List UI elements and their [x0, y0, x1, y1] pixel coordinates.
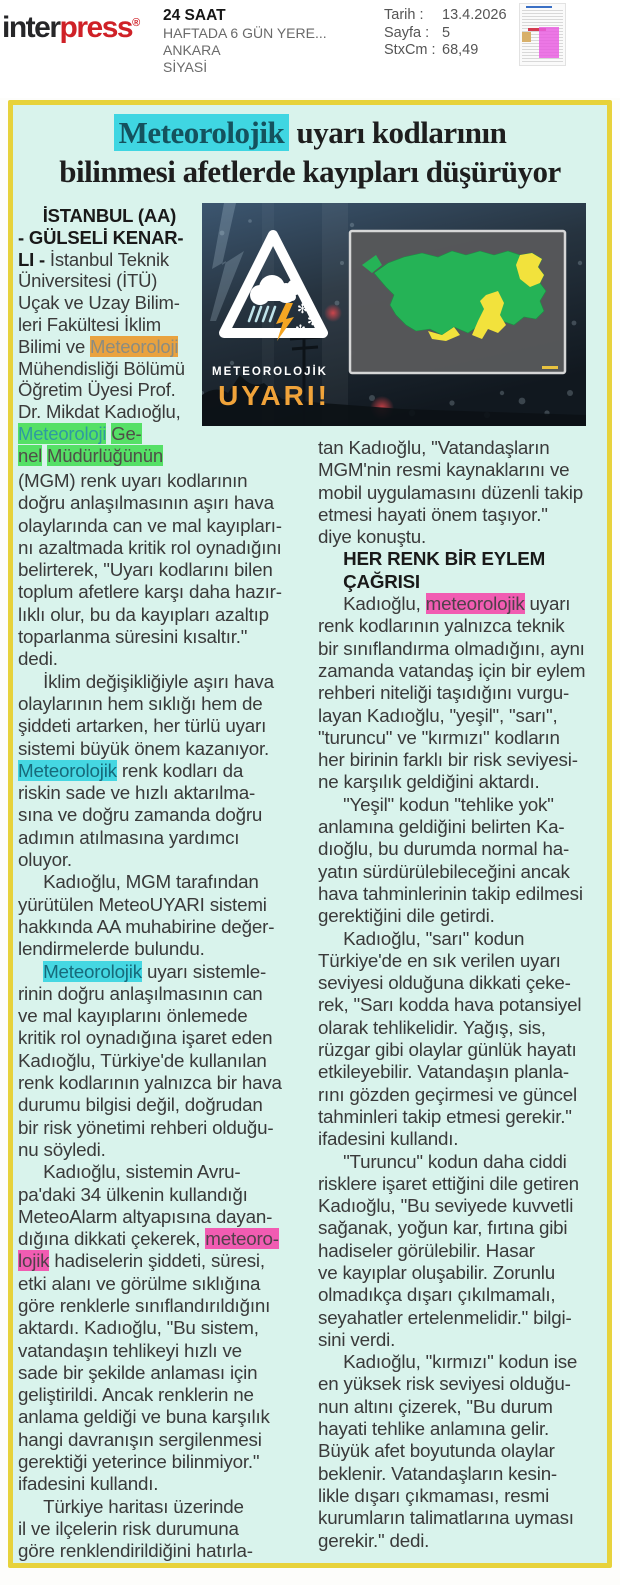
text-line [18, 671, 315, 693]
text-segment: LI - [18, 248, 50, 270]
text-segment: tahminleri takip etmesi gerekir." [318, 1105, 572, 1127]
text-segment: aktardı. Kadıoğlu, "Bu sistem, [18, 1317, 259, 1339]
text-line [318, 794, 602, 816]
text-segment: anlama geldiği ve buna karşılık [18, 1406, 270, 1428]
text-segment: Kadıoğlu, Türkiye'de kullanılan [18, 1049, 267, 1071]
text-line [318, 1173, 602, 1195]
text-line [318, 593, 602, 615]
text-line [318, 1151, 602, 1173]
text-segment: "Yeşil" kodun "tehlike yok" [318, 793, 554, 815]
highlighted-keyword: meteorolojik [425, 593, 525, 615]
text-line [318, 482, 602, 504]
meta-value: 68,49 [442, 42, 479, 58]
text-line [318, 771, 602, 793]
text-segment: nun altını çizerek, "Bu durum [318, 1395, 553, 1417]
text-segment: hadiseler görülebilir. Hasar [318, 1239, 535, 1261]
text-segment: etkileyebilir. Vatandaşın planla- [318, 1061, 569, 1083]
meta-row [384, 42, 507, 60]
text-segment: HER RENK BİR EYLEM [343, 548, 546, 570]
text-segment: lendirmelerde bulundu. [18, 938, 205, 960]
text-line [318, 571, 602, 593]
text-line [18, 1050, 315, 1072]
text-line [18, 1473, 315, 1495]
text-line [18, 1273, 315, 1295]
article-clipping [8, 100, 612, 1568]
meta-value: 5 [442, 24, 451, 41]
text-segment: adımın atılmasına yardımcı [18, 826, 240, 848]
text-line [18, 537, 315, 559]
text-line [18, 515, 315, 537]
text-segment: MGM'nin resmi kaynaklarını ve [318, 459, 570, 481]
text-segment: Mühendisliği Bölümü [18, 357, 185, 379]
text-segment: toparlanma süresini kısaltır." [18, 626, 248, 648]
highlighted-keyword: nel [18, 444, 43, 466]
text-line [318, 749, 602, 771]
text-segment: renk kodlarının yalnızca bir hava [18, 1072, 282, 1094]
text-line [18, 1094, 315, 1116]
text-line [13, 113, 607, 152]
publication-frequency: HAFTADA 6 GÜN YERE... [163, 25, 327, 41]
text-line [18, 423, 202, 445]
text-segment: İstanbul Teknik [49, 248, 169, 270]
text-segment: ÇAĞRISI [343, 570, 420, 592]
text-segment: Meteorolojik [114, 114, 290, 151]
text-line [318, 950, 602, 972]
text-segment: Bilimi ve [18, 335, 91, 357]
text-segment: dıoğlu, bu durumda normal ha- [318, 838, 570, 860]
text-segment: hangi davranışın sergilenmesi [18, 1428, 262, 1450]
article-column-left [18, 470, 315, 1563]
text-segment: geliştirildi. Ancak renklerin ne [18, 1384, 254, 1406]
text-line [18, 1540, 315, 1562]
text-line [318, 861, 602, 883]
text-segment: en yüksek risk seviyesi olduğu- [318, 1373, 571, 1395]
highlighted-keyword: Meteorolojik [18, 759, 117, 781]
text-segment: hava tahminlerinin takip edilmesi [318, 882, 583, 904]
text-segment: likle dışarı çıkmaması, resmi [318, 1484, 550, 1506]
text-segment: ve kayıplar oluşabilir. Zorunlu [318, 1261, 556, 1283]
text-segment: bir risk yönetimi rehberi olduğu- [18, 1116, 274, 1138]
text-line [18, 270, 202, 292]
text-line [18, 401, 202, 423]
text-segment: layan Kadıoğlu, "yeşil", "sarı", [318, 704, 558, 726]
text-segment: sini verdi. [318, 1328, 396, 1350]
text-line [318, 504, 602, 526]
svg-text:✻: ✻ [297, 302, 308, 317]
text-segment: toplum afetlere karşı daha hazır- [18, 581, 282, 603]
text-segment: sade bir şekilde anlaması için [18, 1361, 258, 1383]
text-segment: rehberi niteliği taşıdığını vurgu- [318, 682, 570, 704]
text-line [318, 615, 602, 637]
text-segment: rek, "Sarı kodda hava potansiyel [318, 994, 582, 1016]
registered-mark: ® [132, 17, 141, 29]
text-segment: Kadıoğlu, "kırmızı" kodun ise [318, 1351, 578, 1373]
text-segment: il ve ilçelerin risk durumuna [18, 1517, 239, 1539]
text-line [18, 1496, 315, 1518]
text-line [318, 1530, 602, 1552]
text-segment: uyarı [524, 593, 571, 615]
text-line [18, 1005, 315, 1027]
text-segment: oluyor. [18, 849, 72, 871]
text-segment: göre renklerle sınıflandırıldığını [18, 1294, 271, 1316]
highlighted-keyword: Meteorolojik [43, 960, 142, 982]
text-line [18, 1317, 315, 1339]
text-line [18, 804, 315, 826]
text-line [18, 715, 315, 737]
text-line [18, 1184, 315, 1206]
text-line [18, 738, 315, 760]
text-line [18, 827, 315, 849]
text-line [318, 1061, 602, 1083]
text-line [18, 358, 202, 380]
text-segment: tan Kadıoğlu, "Vatandaşların [318, 437, 550, 458]
text-line [18, 314, 202, 336]
text-segment: dığına dikkati çekerek, [18, 1228, 206, 1250]
text-line [318, 682, 602, 704]
meta-label: StxCm : [384, 42, 436, 58]
highlighted-keyword: Müdürlüğünün [47, 444, 163, 466]
highlighted-keyword: Ge- [111, 422, 142, 444]
text-segment: Türkiye haritası üzerinde [18, 1495, 244, 1517]
text-segment: Öğretim Üyesi Prof. [18, 379, 176, 401]
publication-city: ANKARA [163, 42, 221, 58]
text-line [18, 1451, 315, 1473]
text-line [18, 1429, 315, 1451]
text-segment: "Turuncu" kodun daha ciddi [318, 1150, 567, 1172]
text-line [318, 727, 602, 749]
text-segment: Dr. Mikdat Kadıoğlu, [18, 401, 181, 423]
text-line [18, 336, 202, 358]
publication-category: SİYASİ [163, 59, 208, 75]
text-line [18, 1027, 315, 1049]
clip-metadata [384, 7, 507, 60]
text-segment: ve mal kayıplarını önlemede [18, 1005, 248, 1027]
text-line [18, 445, 202, 467]
meta-label: Sayfa : [384, 24, 430, 41]
text-line [18, 938, 315, 960]
text-line [318, 1463, 602, 1485]
text-line [18, 894, 315, 916]
text-line [18, 648, 315, 670]
text-line [318, 1396, 602, 1418]
text-segment: Büyük afet boyutunda olaylar [318, 1440, 555, 1462]
text-segment: uyarı sistemle- [141, 960, 267, 982]
text-line [318, 526, 602, 548]
text-line [318, 705, 602, 727]
text-line [318, 1418, 602, 1440]
text-segment: hadiselerin şiddeti, süresi, [49, 1250, 265, 1272]
taillight-glow [324, 304, 342, 322]
text-segment: olarak tehlikelidir. Yağış, sis, [318, 1016, 546, 1038]
text-line [318, 1240, 602, 1262]
text-segment: olaylarının hem sıklığı hem de [18, 692, 263, 714]
text-line [318, 1307, 602, 1329]
text-segment: risklere işaret ettiğini dile getiren [318, 1172, 579, 1194]
svg-text:✻: ✻ [295, 323, 306, 338]
text-segment: uyarı kodlarının [289, 115, 507, 150]
text-line [318, 1329, 602, 1351]
text-segment [318, 548, 343, 569]
text-line [18, 961, 315, 983]
thumbnail-masthead [526, 6, 552, 8]
text-segment: rını gözden geçirmesi ve güncel [318, 1083, 577, 1105]
text-segment: doğru anlaşılmasının aşırı hava [18, 492, 274, 514]
text-line [18, 983, 315, 1005]
text-segment: sistemi büyük önem kazanıyor. [18, 737, 269, 759]
text-line [18, 1295, 315, 1317]
text-line [18, 292, 202, 314]
highlighted-keyword: lojik [18, 1250, 50, 1272]
text-segment: (MGM) renk uyarı kodlarının [18, 470, 248, 491]
text-line [18, 1206, 315, 1228]
text-segment: ifadesini kullandı. [318, 1128, 459, 1150]
text-line [318, 1195, 602, 1217]
meta-row [384, 25, 507, 43]
article-column-right [318, 437, 602, 1552]
text-line [18, 1250, 315, 1272]
text-segment: sağanak, yoğun kar, fırtına gibi [318, 1217, 568, 1239]
text-segment: olmadıkça dışarı çıkılmamalı, [318, 1284, 556, 1306]
text-segment: kritik rol oynadığına işaret eden [18, 1027, 273, 1049]
text-segment: seviyesi olduğuna dikkati çeke- [318, 972, 571, 994]
text-line [318, 1485, 602, 1507]
text-segment: kurumların talimatlarına uyması [318, 1507, 574, 1529]
text-segment: Kadıoğlu, MGM tarafından [18, 871, 259, 893]
text-line [318, 1373, 602, 1395]
text-line [18, 559, 315, 581]
text-line [318, 638, 602, 660]
text-line [18, 604, 315, 626]
text-line [18, 1406, 315, 1428]
text-line [18, 379, 202, 401]
text-line [318, 905, 602, 927]
text-segment: gerekir." dedi. [318, 1529, 430, 1551]
text-segment: seyahatler ertelenmelidir." bilgi- [318, 1306, 572, 1328]
text-segment: nu söyledi. [18, 1138, 106, 1160]
text-segment: "turuncu" ve "kırmızı" kodların [318, 726, 560, 748]
text-line [318, 838, 602, 860]
text-segment [318, 571, 343, 592]
turkey-warning-map [350, 231, 565, 373]
text-segment: Kadıoğlu, "sarı" kodun [318, 927, 525, 949]
thumbnail-photo [522, 32, 531, 42]
text-segment: gerektiği yeterince bilinmiyor." [18, 1451, 260, 1473]
text-segment: ne karşılık geldiğini aktardı. [318, 771, 540, 793]
text-segment: gerektiğini dile getirdi. [318, 905, 495, 927]
text-segment: Türkiye'de en sık verilen uyarı [318, 949, 561, 971]
text-line [18, 1362, 315, 1384]
text-line [318, 1217, 602, 1239]
text-segment: - GÜLSELİ KENAR- [18, 226, 184, 248]
text-line [318, 1262, 602, 1284]
text-line [18, 492, 315, 514]
text-segment [18, 961, 43, 982]
text-line [18, 1139, 315, 1161]
text-line [318, 437, 602, 459]
text-line [18, 782, 315, 804]
text-line [318, 1284, 602, 1306]
text-line [18, 1228, 315, 1250]
text-segment: renk kodlarının yalnızca teknik [318, 615, 565, 637]
logo-part-inter: inter [2, 11, 60, 44]
text-segment: hakkında AA muhabirine değer- [18, 915, 275, 937]
text-line [318, 1351, 602, 1373]
text-line [318, 1440, 602, 1462]
source-page-thumbnail[interactable] [519, 3, 566, 66]
article-intro-column [18, 205, 202, 467]
text-line [18, 1384, 315, 1406]
text-segment: yürütülen MeteoUYARI sistemi [18, 893, 267, 915]
text-line [318, 1128, 602, 1150]
article-title [13, 113, 607, 191]
text-segment: mobil uygulamasını düzenli takip [318, 481, 584, 503]
text-segment: leri Fakültesi İklim [18, 313, 161, 335]
text-segment: pa'daki 34 ülkenin kullandığı [18, 1183, 248, 1205]
text-line [318, 459, 602, 481]
photo-label-uyari: UYARI! [218, 380, 330, 411]
text-segment: sına ve doğru zamanda doğru [18, 804, 263, 826]
text-line [318, 1084, 602, 1106]
text-segment: Uçak ve Uzay Bilim- [18, 292, 180, 314]
text-line [18, 1518, 315, 1540]
text-segment: zamanda vatandaş için bir eylem [318, 659, 586, 681]
text-line [318, 1017, 602, 1039]
meta-label: Tarih : [384, 7, 424, 23]
text-segment: anlamına geldiğini belirten Ka- [318, 816, 565, 838]
text-segment: MeteoAlarm altyapısına dayan- [18, 1205, 273, 1227]
text-segment: bir sınıflandırma olmadığını, aynı [318, 637, 585, 659]
text-segment: vatandaşın tehlikeyi hızlı ve [18, 1339, 242, 1361]
text-line [18, 1340, 315, 1362]
publication-name: 24 SAAT [163, 7, 226, 24]
text-segment: rüzgar gibi olaylar günlük hayatı [318, 1039, 577, 1061]
text-segment: etki alanı ve görülme sıklığına [18, 1272, 261, 1294]
text-segment: İSTANBUL (AA) [18, 205, 177, 226]
text-segment: göre renklendirildiğini hatırla- [18, 1540, 253, 1562]
text-line [18, 760, 315, 782]
text-line [18, 249, 202, 271]
text-segment: beklenir. Vatandaşların kesin- [318, 1462, 557, 1484]
text-line [318, 883, 602, 905]
text-line [318, 1507, 602, 1529]
text-segment: durumu bilgisi değil, doğrudan [18, 1094, 263, 1116]
text-segment: dedi. [18, 648, 58, 670]
text-segment: şiddeti artarken, her türlü uyarı [18, 715, 267, 737]
interpress-logo [2, 8, 140, 43]
text-segment: nı azaltmada kritik rol oynadığını [18, 536, 282, 558]
weather-warning-photo [202, 203, 586, 426]
text-line [18, 470, 315, 492]
text-line [18, 916, 315, 938]
text-segment: Kadıoğlu, "Bu seviyede kuvvetli [318, 1195, 574, 1217]
meta-value: 13.4.2026 [442, 7, 507, 23]
text-line [18, 626, 315, 648]
clipping-header [0, 0, 620, 98]
publication-info [163, 7, 327, 76]
text-line [18, 871, 315, 893]
text-segment: her birinin farklı bir risk seviyesi- [318, 749, 578, 771]
text-line [18, 227, 202, 249]
text-line [318, 660, 602, 682]
highlighted-keyword: Meteoroloji [18, 422, 107, 444]
highlighted-keyword: Meteoroloji [90, 335, 179, 357]
text-line [18, 581, 315, 603]
text-line [318, 1106, 602, 1128]
text-line [18, 849, 315, 871]
text-segment: olaylarında can ve mal kayıpları- [18, 514, 282, 536]
text-segment: diye konuştu. [318, 526, 427, 548]
text-segment: yatın sürdürülebileceğini ancak [318, 860, 570, 882]
text-line [318, 994, 602, 1016]
photo-label-meteorolojik: METEOROLOJİK [211, 366, 329, 378]
text-line [18, 1161, 315, 1183]
logo-part-press: press [59, 11, 133, 44]
text-segment: İklim değişikliğiyle aşırı hava [18, 670, 274, 692]
text-line [18, 1072, 315, 1094]
text-segment: etmesi hayati önem taşıyor." [318, 503, 548, 525]
text-line [318, 972, 602, 994]
article-photo [202, 203, 586, 426]
thumbnail-clip-highlight [539, 27, 559, 58]
text-line [13, 152, 607, 191]
text-segment: hayati tehlike anlamına gelir. [318, 1418, 549, 1440]
text-segment: ifadesini kullandı. [18, 1473, 159, 1495]
text-line [318, 816, 602, 838]
text-line [318, 548, 602, 570]
text-line [318, 1039, 602, 1061]
meta-row [384, 7, 507, 25]
text-segment: bilinmesi afetlerde kayıpları düşürüyor [59, 154, 561, 189]
text-segment: Üniversitesi (İTÜ) [18, 270, 158, 292]
highlighted-keyword: meteoro- [205, 1228, 279, 1250]
text-segment: Kadıoğlu, [318, 593, 426, 615]
text-segment: renk kodları da [116, 759, 244, 781]
text-line [18, 693, 315, 715]
text-segment: Kadıoğlu, sistemin Avru- [18, 1161, 241, 1183]
text-segment: riskin sade ve hızlı aktarılma- [18, 782, 255, 804]
text-line [318, 928, 602, 950]
text-line [18, 205, 202, 227]
text-segment: rinin doğru anlaşılmasının can [18, 982, 263, 1004]
svg-text:✻: ✻ [307, 314, 318, 329]
text-segment: lıklı olur, bu da kayıpları azaltıp [18, 603, 269, 625]
text-line [18, 1117, 315, 1139]
text-segment: belirterek, "Uyarı kodlarını bilen [18, 559, 273, 581]
